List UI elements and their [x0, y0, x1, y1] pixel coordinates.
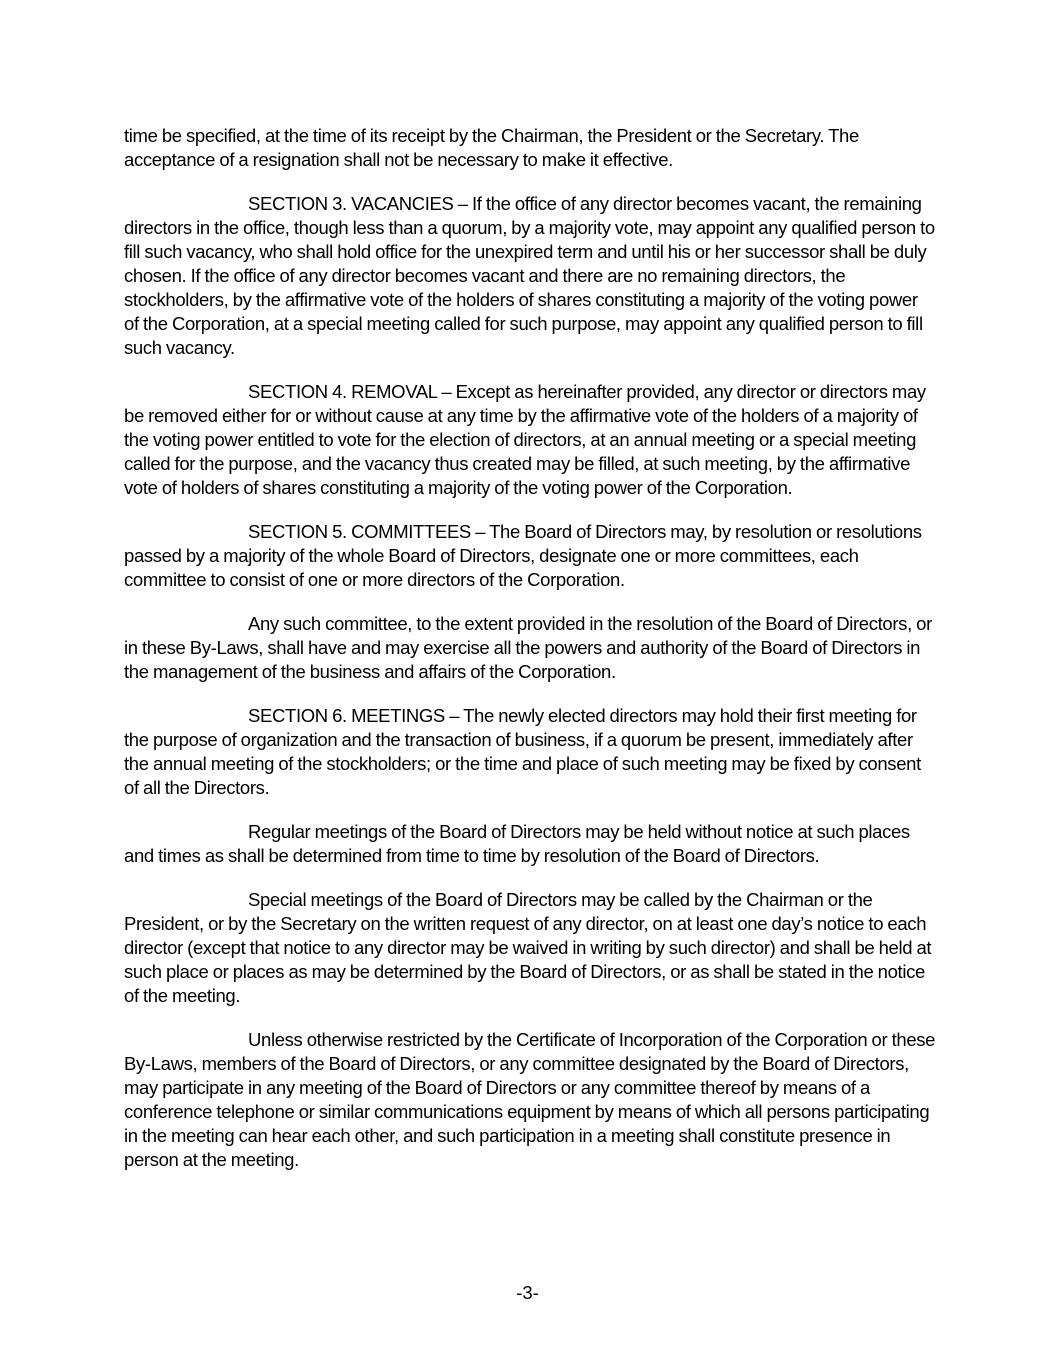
- paragraph-regular-meetings: Regular meetings of the Board of Directors may be held without notice at such places and times as shall be determined from time to time by resolution of the Board of Directors.: [124, 821, 910, 866]
- paragraph-telephone-participation: Unless otherwise restricted by the Certificate of Incorporation of the Corporation or these By-Laws, members of the Board of Directors, or any committee designated by the Board of Directors, may participate in any meeting of the Board of Directors or any committee thereof by means of a conference telephone or similar communications equipment by means of which all persons participating in the meeting can hear each other, and such participation in a meeting shall constitute presence in person at the meeting.: [124, 1029, 936, 1170]
- paragraph-committee-powers: Any such committee, to the extent provided in the resolution of the Board of Directors, or in these By-Laws, shall have and may exercise all the powers and authority of the Board of Directors in the management of the business and affairs of the Corporation.: [124, 613, 932, 682]
- paragraph-resignation-continued: time be specified, at the time of its receipt by the Chairman, the President or the Secretary. The acceptance of a resignation shall not be necessary to make it effective.: [124, 125, 859, 170]
- document-body: [124, 124, 936, 1192]
- paragraph-section-3-vacancies: SECTION 3. VACANCIES – If the office of any director becomes vacant, the remaining directors in the office, though less than a quorum, by a majority vote, may appoint any qualified person to fill such vacancy, who shall hold office for the unexpired term and until his or her successor shall be duly chosen. If the office of any director becomes vacant and there are no remaining directors, the stockholders, by the affirmative vote of the holders of shares constituting a majority of the voting power of the Corporation, at a special meeting called for such purpose, may appoint any qualified person to fill such vacancy.: [124, 193, 935, 358]
- paragraph-section-5-committees: SECTION 5. COMMITTEES – The Board of Directors may, by resolution or resolutions passed by a majority of the whole Board of Directors, designate one or more committees, each committee to consist of one or more directors of the Corporation.: [124, 521, 922, 590]
- paragraph-section-4-removal: SECTION 4. REMOVAL – Except as hereinafter provided, any director or directors may be removed either for or without cause at any time by the affirmative vote of the holders of a majority of the voting power entitled to vote for the election of directors, at an annual meeting or a special meeting called for the purpose, and the vacancy thus created may be filled, at such meeting, by the affirmative vote of holders of shares constituting a majority of the voting power of the Corporation.: [124, 381, 926, 498]
- page-number: -3-: [516, 1282, 539, 1303]
- paragraph-special-meetings: Special meetings of the Board of Directors may be called by the Chairman or the President, or by the Secretary on the written request of any director, on at least one day’s notice to each director (except that notice to any director may be waived in writing by such director) and shall be held at such place or places as may be determined by the Board of Directors, or as shall be stated in the notice of the meeting.: [124, 889, 932, 1006]
- paragraph-section-6-meetings: SECTION 6. MEETINGS – The newly elected directors may hold their first meeting for the purpose of organization and the transaction of business, if a quorum be present, immediately after the annual meeting of the stockholders; or the time and place of such meeting may be fixed by consent of all the Directors.: [124, 705, 921, 798]
